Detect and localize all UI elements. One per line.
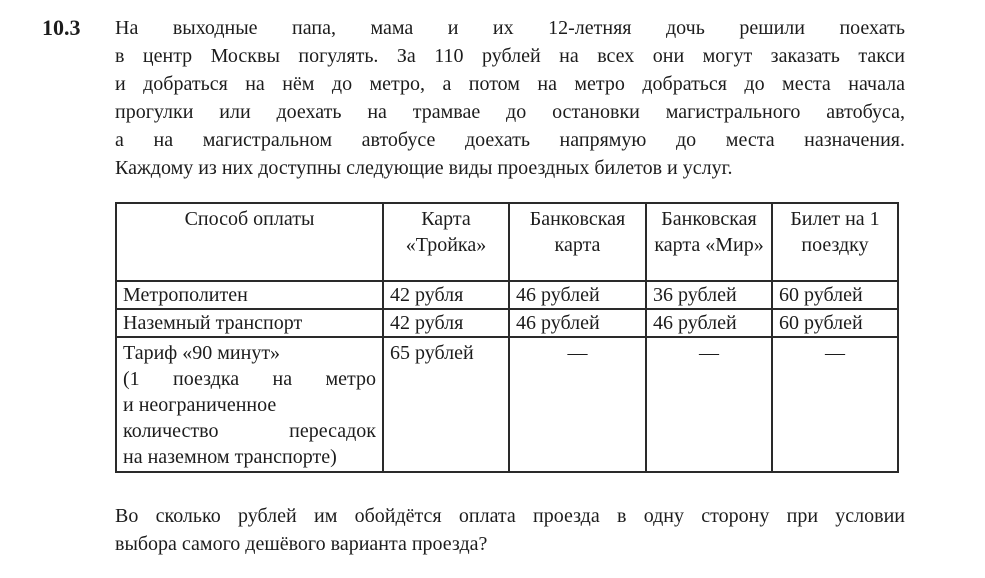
price-cell: 42 рубля (383, 281, 509, 309)
problem-line: Каждому из них доступны следующие виды проездных билетов и услуг. (115, 157, 733, 179)
price-cell: 46 рублей (509, 309, 646, 337)
tariff-label-line: количество пересадок (123, 420, 376, 442)
empty-dash-cell: — (772, 337, 898, 472)
problem-line: прогулки или доехать на трамвае до остановки магистрального автобуса, (115, 101, 905, 123)
payment-options-table (115, 202, 899, 473)
row-label: Метрополитен (116, 281, 383, 309)
header-single-ticket: Билет на 1 поездку (772, 203, 898, 281)
price-cell: 42 рубля (383, 309, 509, 337)
tariff-label-line: и неограниченное (123, 394, 277, 416)
table-row-metro (116, 281, 898, 309)
problem-line: На выходные папа, мама и их 12-летняя дочь решили поехать (115, 17, 905, 39)
empty-dash-cell: — (509, 337, 646, 472)
header-troika-card: Карта «Тройка» (383, 203, 509, 281)
header-payment-method: Способ оплаты (116, 203, 383, 281)
price-cell: 46 рублей (509, 281, 646, 309)
problem-number: 10.3 (42, 15, 81, 40)
header-bank-card: Банковская карта (509, 203, 646, 281)
row-label (116, 337, 383, 472)
row-label: Наземный транспорт (116, 309, 383, 337)
tariff-label-line: на наземном транспорте) (123, 446, 337, 468)
problem-line: в центр Москвы погулять. За 110 рублей на всех они могут заказать такси (115, 45, 905, 67)
empty-dash-cell: — (646, 337, 772, 472)
price-cell: 46 рублей (646, 309, 772, 337)
tariff-label-line: (1 поездка на метро (123, 368, 376, 390)
table-row-ground-transport (116, 309, 898, 337)
price-cell: 36 рублей (646, 281, 772, 309)
question-line: Во сколько рублей им обойдётся оплата проезда в одну сторону при условии (115, 505, 905, 527)
table-row-90min-tariff (116, 337, 898, 472)
problem-line: а на магистральном автобусе доехать напрямую до места назначения. (115, 129, 905, 151)
price-cell: 60 рублей (772, 281, 898, 309)
question-text (115, 502, 905, 558)
price-cell: 65 рублей (383, 337, 509, 472)
price-cell: 60 рублей (772, 309, 898, 337)
tariff-label-line: Тариф «90 минут» (123, 342, 281, 364)
problem-statement (115, 14, 905, 182)
header-mir-card: Банковская карта «Мир» (646, 203, 772, 281)
question-line: выбора самого дешёвого варианта проезда? (115, 533, 488, 555)
problem-line: и добраться на нём до метро, а потом на метро добраться до места начала (115, 73, 905, 95)
table-header-row (116, 203, 898, 281)
